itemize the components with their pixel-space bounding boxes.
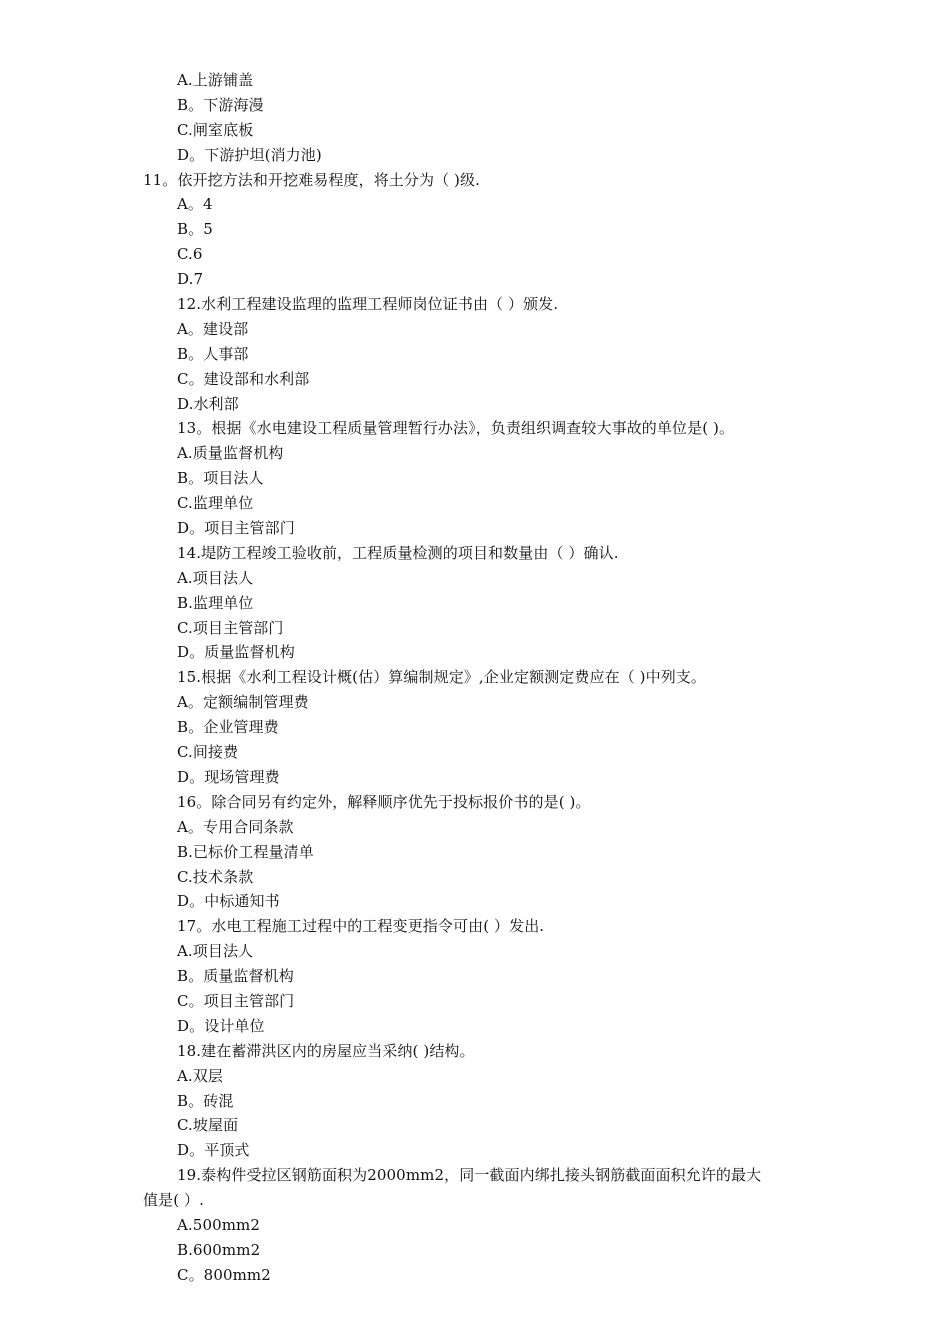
- option-b-q17: B。质量监督机构: [177, 967, 294, 986]
- question-12: 12.水利工程建设监理的监理工程师岗位证书由（ ）颁发.: [177, 295, 559, 314]
- option-d-q13: D。项目主管部门: [177, 519, 295, 538]
- option-c-q17: C。项目主管部门: [177, 991, 295, 1010]
- option-d-q15: D。现场管理费: [177, 767, 280, 786]
- option-b-q14: B.监理单位: [177, 593, 254, 612]
- question-15: 15.根据《水利工程设计概(估）算编制规定》,企业定额测定费应在（ )中列支。: [177, 668, 706, 687]
- question-14: 14.堤防工程竣工验收前，工程质量检测的项目和数量由（ ）确认.: [177, 543, 619, 562]
- option-b-q11: B。5: [177, 220, 213, 239]
- option-c-q10: C.闸室底板: [177, 120, 254, 139]
- option-b-q16: B.已标价工程量清单: [177, 842, 314, 861]
- option-a-q10: A.上游铺盖: [177, 71, 254, 89]
- option-a-q18: A.双层: [177, 1066, 224, 1085]
- option-d-q11: D.7: [177, 270, 204, 289]
- option-a-q12: A。建设部: [177, 319, 249, 338]
- option-c-q18: C.坡屋面: [177, 1116, 239, 1135]
- option-d-q10: D。下游护坦(消力池): [177, 145, 322, 164]
- option-c-q16: C.技术条款: [177, 867, 254, 886]
- option-c-q15: C.间接费: [177, 743, 239, 762]
- option-b-q10: B。下游海漫: [177, 95, 264, 114]
- question-16: 16。除合同另有约定外，解释顺序优先于投标报价书的是( )。: [177, 792, 591, 811]
- option-b-q15: B。企业管理费: [177, 718, 279, 737]
- question-13: 13。根据《水电建设工程质量管理暂行办法》，负责组织调查较大事故的单位是( )。: [177, 419, 735, 438]
- question-19-line-1: 19.泰构件受拉区钢筋面积为2000mm2，同一截面内绑扎接头钢筋截面面积允许的最大: [177, 1166, 762, 1185]
- question-19-line-2: 值是( ）.: [143, 1191, 204, 1210]
- option-a-q16: A。专用合同条款: [177, 817, 294, 836]
- option-b-q13: B。项目法人: [177, 469, 264, 488]
- option-c-q13: C.监理单位: [177, 494, 254, 513]
- option-a-q19: A.500mm2: [177, 1215, 261, 1234]
- option-b-q12: B。人事部: [177, 344, 249, 363]
- question-list: [0, 68, 950, 1288]
- option-d-q17: D。设计单位: [177, 1016, 265, 1035]
- option-c-q19: C。800mm2: [177, 1265, 271, 1284]
- option-d-q12: D.水利部: [177, 394, 239, 413]
- option-a-q13: A.质量监督机构: [177, 444, 284, 463]
- option-a-q14: A.项目法人: [177, 568, 254, 587]
- option-c-q11: C.6: [177, 245, 203, 264]
- option-a-q17: A.项目法人: [177, 942, 254, 961]
- option-d-q16: D。中标通知书: [177, 892, 280, 911]
- question-17: 17。水电工程施工过程中的工程变更指令可由( ）发出.: [177, 917, 545, 936]
- option-a-q15: A。定额编制管理费: [177, 693, 309, 712]
- option-d-q14: D。质量监督机构: [177, 643, 295, 662]
- option-b-q18: B。砖混: [177, 1091, 234, 1110]
- option-c-q14: C.项目主管部门: [177, 618, 284, 637]
- option-a-q11: A。4: [177, 195, 213, 214]
- question-18: 18.建在蓄滞洪区内的房屋应当采纳( )结构。: [177, 1041, 475, 1060]
- option-d-q18: D。平顶式: [177, 1141, 250, 1160]
- option-b-q19: B.600mm2: [177, 1240, 261, 1259]
- question-11: 11。依开挖方法和开挖难易程度，将土分为（ )级.: [143, 170, 480, 189]
- option-c-q12: C。建设部和水利部: [177, 369, 310, 388]
